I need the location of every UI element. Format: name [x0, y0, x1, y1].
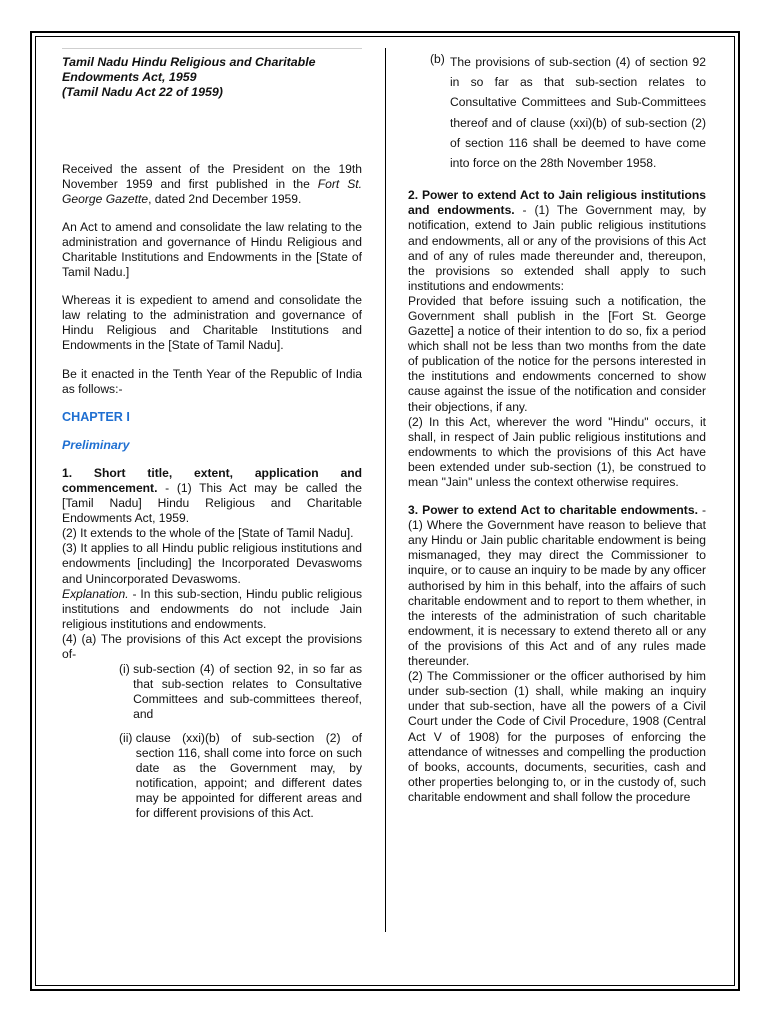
- section-1-sub-3: (3) It applies to all Hindu public religious institutions and endowments [including] the Incorporated Devaswoms and Unincorporated Devaswoms.: [62, 541, 362, 586]
- gazette-name: Fort St. George Gazette: [62, 176, 362, 206]
- section-2: 2. Power to extend Act to Jain religious institutions and endowments. - (1) The Government may, by notification, extend to Jain public religious institutions and endowments, all or any of the provisions of this Act and of any of rules made thereunder and, thereupon, the provisions so extended shall apply to such institutions and endowments:: [408, 188, 706, 293]
- right-column: [408, 52, 706, 805]
- enacting-clause: Be it enacted in the Tenth Year of the Republic of India as follows:-: [62, 366, 362, 396]
- part-heading: Preliminary: [62, 437, 130, 452]
- section-1-sub-4b: (b) The provisions of sub-section (4) of section 92 in so far as that sub-section relates to Consultative Committees and Sub-Committees thereof and of clause (xxi)(b) of sub-section (2) of section 116 shall be deemed to have come into force on the 28th November 1958.: [430, 52, 706, 171]
- chapter-heading: CHAPTER I: [62, 409, 130, 424]
- list-item-ii: (ii) clause (xxi)(b) of sub-section (2) of section 116, shall come into force on such date as the Government may, by notification, appoint; and different dates may be appointed for different areas and for different provisions of this Act.: [119, 730, 362, 820]
- section-1: 1. Short title, extent, application and commencement. - (1) This Act may be called the [Tamil Nadu] Hindu Religious and Charitable Endowments Act, 1959.: [62, 465, 362, 526]
- act-title: Tamil Nadu Hindu Religious and Charitable Endowments Act, 1959: [62, 55, 316, 85]
- act-number: (Tamil Nadu Act 22 of 1959): [62, 85, 223, 100]
- section-1-sub-4a: (4) (a) The provisions of this Act except the provisions of-: [62, 631, 362, 662]
- section-1-sub-2: (2) It extends to the whole of the [State of Tamil Nadu].: [62, 526, 354, 541]
- section-2-heading: 2. Power to extend Act to Jain religious institutions and endowments.: [408, 188, 706, 218]
- preamble-paragraph: An Act to amend and consolidate the law relating to the administration and governance of Hindu Religious and Charitable Institutions and Endowments in the [State of Tamil Nadu.]: [62, 219, 362, 280]
- list-item-i: (i) sub-section (4) of section 92, in so far as that sub-section relates to Consultative Committees and sub-committees thereof, and: [119, 662, 362, 722]
- top-rule: [62, 48, 362, 49]
- column-divider: [385, 48, 386, 932]
- section-2-proviso: Provided that before issuing such a notification, the Government shall publish in the [Fort St. George Gazette] a notice of their intention to do so, fix a period which shall not be less than two months from the date of publication of the notice for the persons interested in the institutions and endowments concerned to show cause against the issue of the notification and consider their objections, if any.: [408, 293, 706, 414]
- section-3-sub-2: (2) The Commissioner or the officer authorised by him under sub-section (1) shall, while making an inquiry under that sub-section, have all the powers of a Civil Court under the Code of Civil Procedure, 1908 (Central Act V of 1908) for the purposes of enforcing the attendance of witnesses and compelling the production of books, accounts, documents, securities, cash and other properties belonging to, or in the custody of, such charitable endowment and shall follow the procedure: [408, 669, 706, 804]
- whereas-paragraph: Whereas it is expedient to amend and consolidate the law relating to the administration and governance of Hindu Religious and Charitable Institutions and Endowments in the [State of Tamil Nadu].: [62, 293, 362, 353]
- section-1-heading: 1. Short title, extent, application and commencement.: [62, 465, 362, 495]
- section-1-explanation: Explanation. - In this sub-section, Hindu public religious institutions and endowments do not include Jain religious institutions and endowments.: [62, 586, 362, 631]
- assent-paragraph: Received the assent of the President on the 19th November 1959 and first published in the Fort St. George Gazette, dated 2nd December 1959.: [62, 161, 362, 206]
- section-3: 3. Power to extend Act to charitable endowments. - (1) Where the Government have reason to believe that any Hindu or Jain public charitable endowment is being mismanaged, they may direct the Commissioner to inquire, or to cause an inquiry to be made by any officer authorised by him in this behalf, into the affairs of such charitable endowment and to report to them whether, in the interests of the administration of such charitable endowment, it is necessary to extend thereto all or any of the provisions of this Act and of any rules made thereunder.: [408, 503, 707, 669]
- section-2-sub-2: (2) In this Act, wherever the word "Hindu" occurs, it shall, in respect of Jain public religious institutions and endowments to which the provisions of this Act have been extended under sub-section (1), be construed to mean "Jain" unless the context otherwise requires.: [408, 414, 706, 489]
- section-3-heading: 3. Power to extend Act to charitable endowments.: [408, 503, 698, 518]
- left-column: [62, 48, 362, 821]
